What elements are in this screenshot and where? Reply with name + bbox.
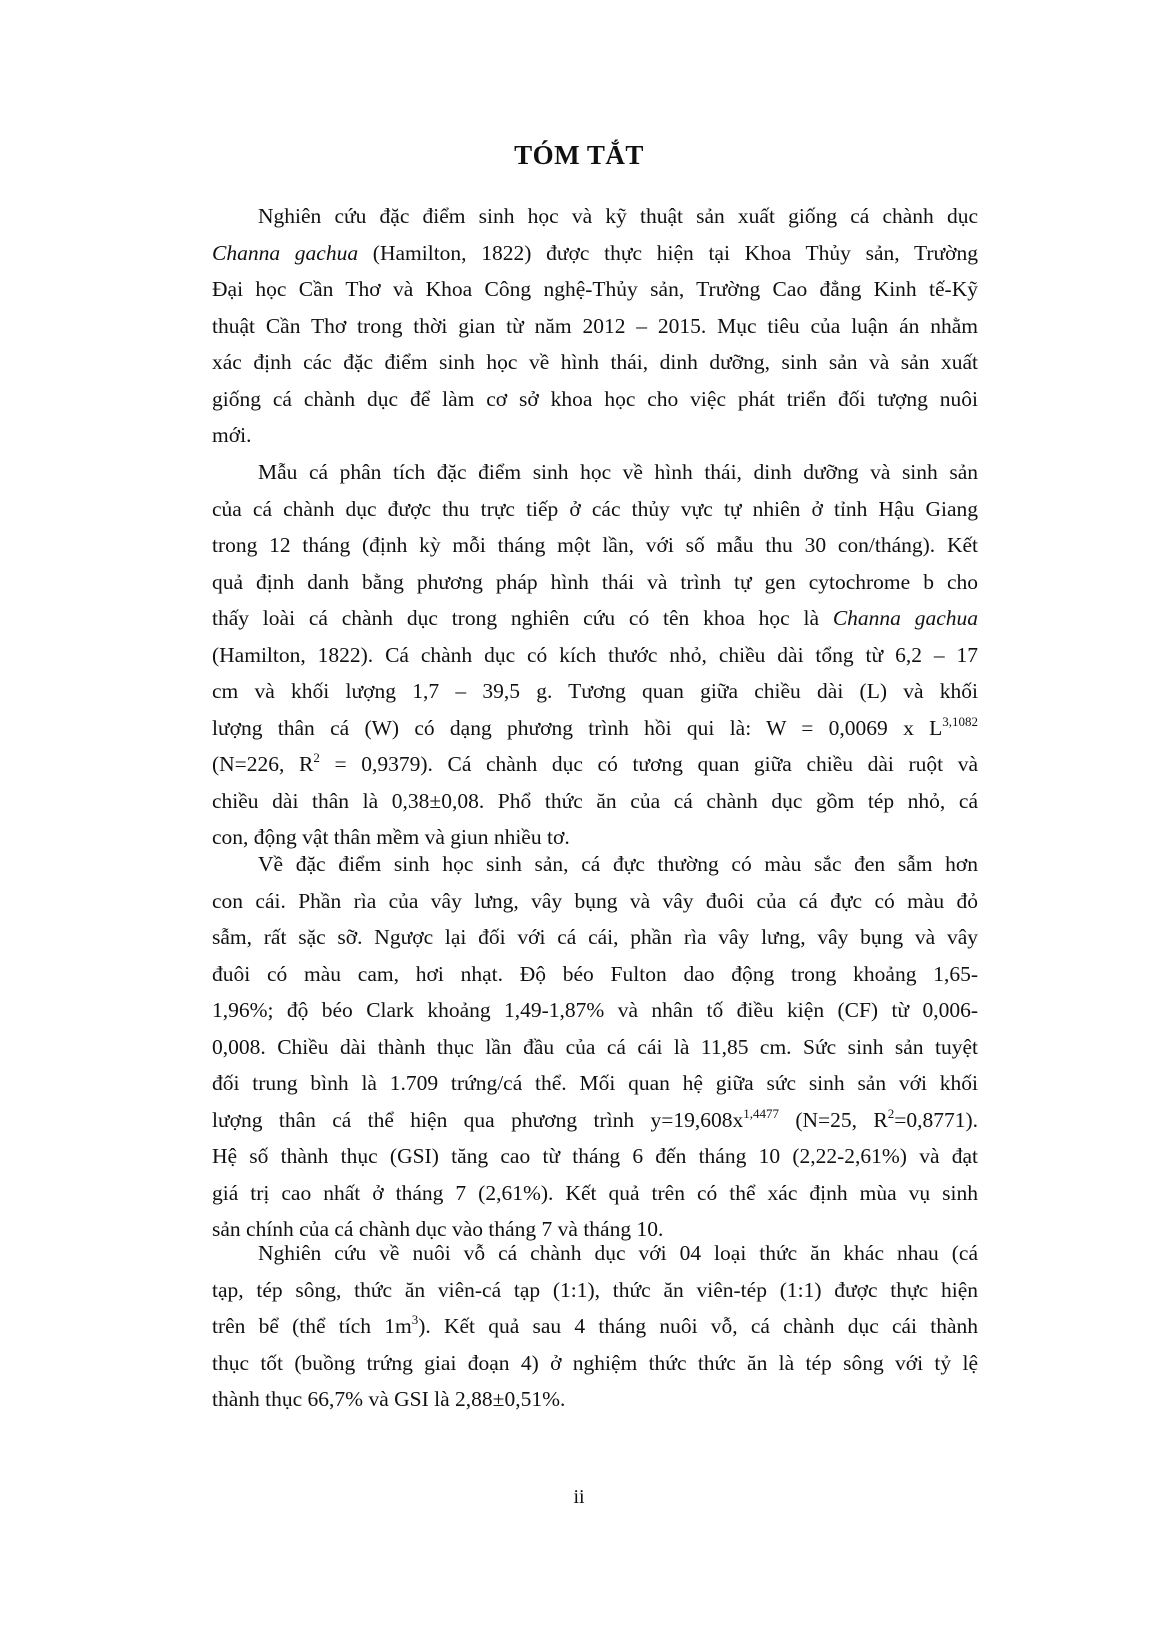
text-run: = 0,9379). Cá chành dục có tương quan giữa chiều dài ruột và [319,752,979,776]
text-run: (N=226, R [212,752,314,776]
text-line [212,235,978,272]
text-run: lượng thân cá thể hiện qua phương trình y=19,608x [212,1107,744,1132]
text-run: lượng thân cá (W) có dạng phương trình hồi qui là: W = 0,0069 x L [212,715,943,740]
text-run: Về đặc điểm sinh học sinh sản, cá đực thường có màu sắc đen sẫm hơn [258,852,978,876]
text-line [212,527,978,564]
superscript: 1,4477 [743,1105,779,1121]
text-line [212,1272,978,1309]
text-run: (Hamilton, 1822) được thực hiện tại Khoa Thủy sản, Trường [358,240,978,265]
text-run: thấy loài cá chành dục trong nghiên cứu có tên khoa học là [212,606,833,630]
text-run: Nghiên cứu về nuôi vỗ cá chành dục với 04 loại thức ăn khác nhau (cá [258,1241,978,1265]
text-line [212,637,978,674]
text-line [212,1308,978,1345]
text-run: xác định các đặc điểm sinh học về hình thái, dinh dưỡng, sinh sản và sản xuất [212,350,978,374]
text-line [212,1029,978,1066]
text-line [212,746,978,783]
text-run: trên bể (thể tích 1m [212,1314,412,1338]
text-line [212,308,978,345]
text-run: Hệ số thành thục (GSI) tăng cao từ tháng 6 đến tháng 10 (2,22-2,61%) và đạt [212,1144,978,1168]
text-line [212,1345,978,1382]
page-title: TÓM TẮT [514,140,644,170]
text-run: Mẫu cá phân tích đặc điểm sinh học về hình thái, dinh dưỡng và sinh sản [258,460,978,484]
text-run: đuôi có màu cam, hơi nhạt. Độ béo Fulton dao động trong khoảng 1,65- [212,961,978,986]
text-line [212,1235,978,1272]
text-run: con, động vật thân mềm và giun nhiều tơ. [212,825,570,849]
text-run: cm và khối lượng 1,7 – 39,5 g. Tương quan giữa chiều dài (L) và khối [212,679,978,703]
text-line [212,1102,978,1139]
paragraph-biology [212,454,978,856]
text-line [212,1175,978,1212]
text-line [212,600,978,637]
text-run: =0,8771). [894,1107,978,1132]
text-line [212,344,978,381]
text-run: Đại học Cần Thơ và Khoa Công nghệ-Thủy sản, Trường Cao đẳng Kinh tế-Kỹ [212,277,978,301]
text-line [212,919,978,956]
text-run: Nghiên cứu đặc điểm sinh học và kỹ thuật sản xuất giống cá chành dục [258,204,978,228]
text-line [212,1065,978,1102]
text-line [212,491,978,528]
text-line [212,956,978,993]
text-run: con cái. Phần rìa của vây lưng, vây bụng và vây đuôi của cá đực có màu đỏ [212,888,978,913]
text-run: thục tốt (buồng trứng giai đoạn 4) ở nghiệm thức thức ăn là tép sông với tỷ lệ [212,1350,978,1375]
text-run: (Hamilton, 1822). Cá chành dục có kích thước nhỏ, chiều dài tổng từ 6,2 – 17 [212,642,978,667]
superscript: 3,1082 [942,713,978,729]
scientific-name: Channa gachua [832,606,978,630]
text-run: ). Kết quả sau 4 tháng nuôi vỗ, cá chành dục cái thành [418,1314,979,1338]
text-run: giá trị cao nhất ở tháng 7 (2,61%). Kết quả trên có thể xác định mùa vụ sinh [212,1180,978,1205]
superscript: 2 [887,1105,895,1121]
text-line [212,1138,978,1175]
text-run: sản chính của cá chành dục vào tháng 7 và tháng 10. [212,1217,664,1241]
text-run: giống cá chành dục để làm cơ sở khoa học cho việc phát triển đối tượng nuôi [212,386,978,411]
page-number: ii [573,1486,585,1508]
text-run: thành thục 66,7% và GSI là 2,88±0,51%. [212,1387,566,1411]
paragraph-broodstock [212,1235,978,1418]
text-run: sẫm, rất sặc sỡ. Ngược lại đối với cá cái, phần rìa vây lưng, vây bụng và vây [212,925,978,949]
text-line [212,198,978,235]
text-run: (N=25, R [778,1107,888,1132]
text-line [212,846,978,883]
text-run: trong 12 tháng (định kỳ mỗi tháng một lần, với số mẫu thu 30 con/tháng). Kết [212,533,978,557]
superscript: 3 [411,1312,419,1327]
text-line [212,1381,978,1418]
text-run: 0,008. Chiều dài thành thục lần đầu của cá cái là 11,85 cm. Sức sinh sản tuyệt [212,1034,978,1059]
scientific-name: Channa gachua [212,240,359,265]
paragraph-reproduction [212,846,978,1248]
text-run: 1,96%; độ béo Clark khoảng 1,49-1,87% và nhân tố điều kiện (CF) từ 0,006- [212,998,978,1022]
text-line [212,454,978,491]
text-line [212,992,978,1029]
text-line [212,271,978,308]
text-line [212,417,978,454]
text-line [212,381,978,418]
text-line [212,783,978,820]
text-line [212,883,978,920]
text-run: quả định danh bằng phương pháp hình thái và trình tự gen cytochrome b cho [212,569,978,594]
text-line [212,673,978,710]
paragraph-introduction [212,198,978,454]
superscript: 2 [313,750,320,765]
text-run: tạp, tép sông, thức ăn viên-cá tạp (1:1), thức ăn viên-tép (1:1) được thực hiện [212,1277,978,1302]
text-line [212,710,978,747]
text-run: của cá chành dục được thu trực tiếp ở các thủy vực tự nhiên ở tỉnh Hậu Giang [212,496,978,521]
text-run: mới. [212,423,252,447]
text-run: đối trung bình là 1.709 trứng/cá thể. Mối quan hệ giữa sức sinh sản với khối [212,1071,978,1095]
text-run: chiều dài thân là 0,38±0,08. Phổ thức ăn của cá chành dục gồm tép nhỏ, cá [212,788,978,813]
text-run: thuật Cần Thơ trong thời gian từ năm 2012 – 2015. Mục tiêu của luận án nhằm [212,313,978,338]
text-line [212,564,978,601]
